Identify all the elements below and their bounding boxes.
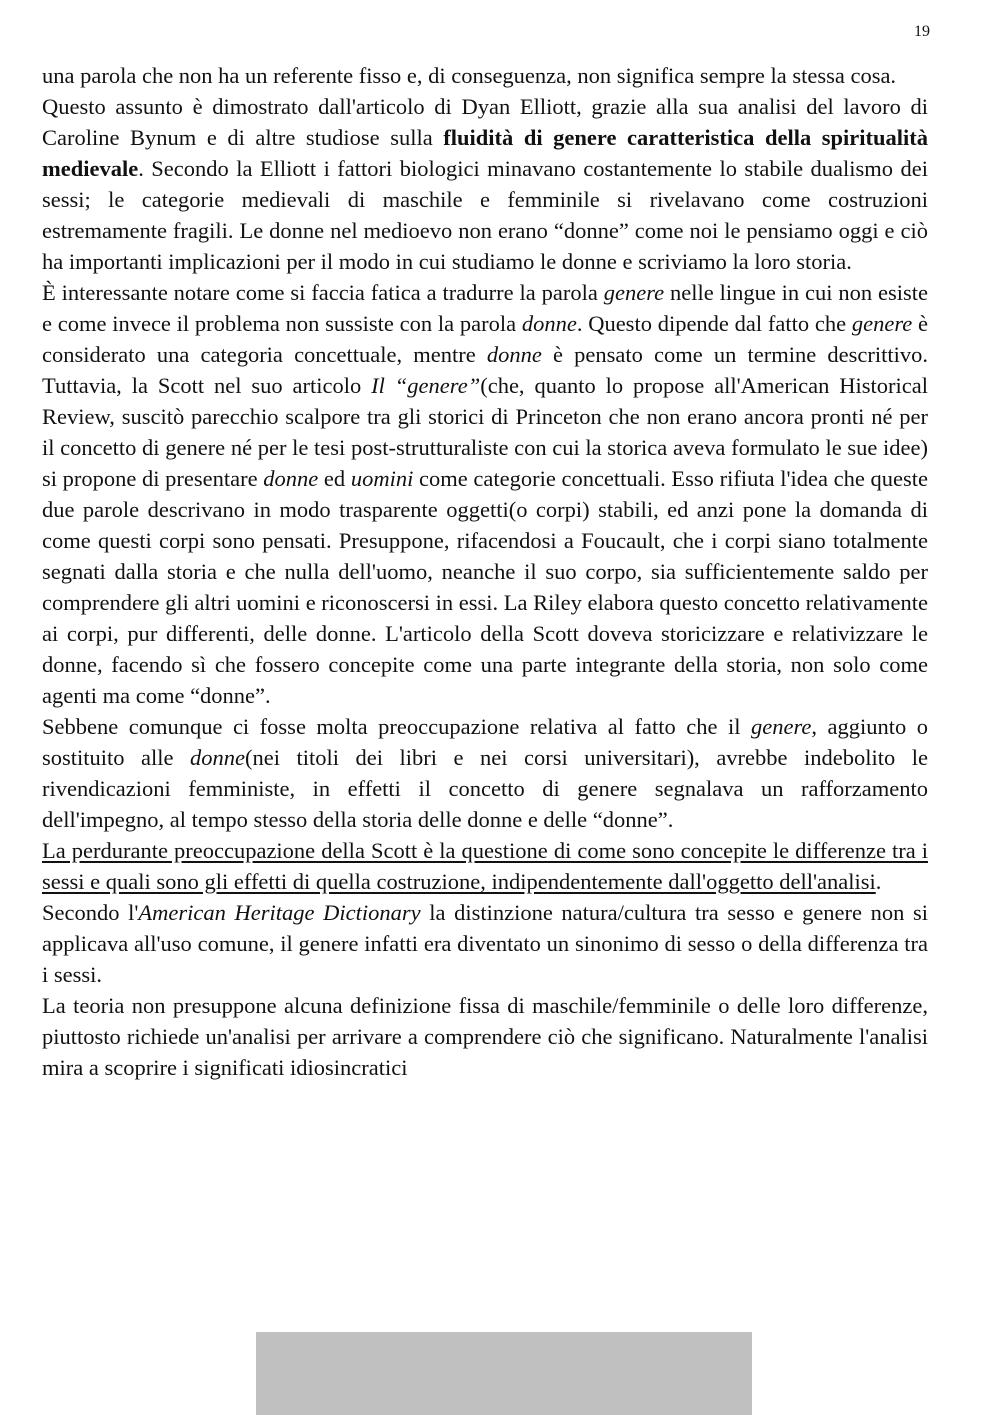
text-run: . Questo dipende dal fatto che bbox=[576, 311, 852, 336]
text-body bbox=[42, 60, 928, 1083]
text-run: È interessante notare come si faccia fatica a tradurre la parola bbox=[42, 280, 604, 305]
paragraph-4 bbox=[42, 711, 928, 835]
text-run: (che, quanto lo propose all'American Historical Review, suscitò parecchio scalpore tra gli storici di Princeton che non erano ancora pronti né per il concetto di genere né per le tesi post-strutturaliste con cui la storica aveva formulato le sue idee) si propone di presentare bbox=[42, 373, 928, 491]
text-run: ed bbox=[318, 466, 351, 491]
text-run: la distinzione natura/cultura tra sesso e genere non si applicava all'uso comune, il genere infatti era diventato un sinonimo di sesso o della differenza tra i sessi. bbox=[42, 900, 929, 987]
italic-title: American Heritage Dictionary bbox=[138, 900, 421, 925]
text-run: . bbox=[875, 869, 882, 894]
italic-term: uomini bbox=[350, 466, 414, 491]
italic-term: genere bbox=[851, 311, 913, 336]
italic-term: genere bbox=[603, 280, 665, 305]
text-run: Questo assunto è dimostrato dall'articolo di Dyan Elliott, grazie alla sua analisi del lavoro di Caroline Bynum e di altre studiose sulla bbox=[42, 94, 928, 150]
paragraph-1: una parola che non ha un referente fisso e, di conseguenza, non significa sempre la stessa cosa. bbox=[42, 63, 897, 88]
paragraph-7: La teoria non presuppone alcuna definizione fissa di maschile/femminile o delle loro differenze, piuttosto richiede un'analisi per arrivare a comprendere ciò che significano. Naturalmente l'analisi mira a scoprire i significati idiosincratici bbox=[42, 993, 928, 1080]
text-run: è pensato come un termine descrittivo. Tuttavia, la Scott nel suo articolo bbox=[42, 342, 929, 398]
paragraph-2 bbox=[42, 91, 928, 277]
text-run: nelle lingue in cui non esiste e come invece il problema non sussiste con la parola bbox=[42, 280, 928, 336]
text-run: , aggiunto o sostituito alle bbox=[42, 714, 928, 770]
underlined-phrase: La perdurante preoccupazione della Scott è la questione di come sono concepite le differenze tra i sessi e quali sono gli effetti di quella costruzione, indipendentemente dall'oggetto dell'analisi bbox=[42, 838, 928, 894]
italic-term: donne bbox=[263, 466, 319, 491]
italic-term: donne bbox=[190, 745, 246, 770]
text-run: è considerato una categoria concettuale, mentre bbox=[42, 311, 928, 367]
paragraph-6 bbox=[42, 897, 928, 990]
italic-title: Il “genere” bbox=[371, 373, 481, 398]
text-run: (nei titoli dei libri e nei corsi universitari), avrebbe indebolito le rivendicazioni femministe, in effetti il concetto di genere segnalava un rafforzamento dell'impegno, al tempo stesso della storia delle donne e delle “donne”. bbox=[42, 745, 929, 832]
italic-term: donne bbox=[486, 342, 542, 367]
text-run: . Secondo la Elliott i fattori biologici minavano costantemente lo stabile dualismo dei sessi; le categorie medievali di maschile e femminile si rivelavano come costruzioni estremamente fragili. Le donne nel medioevo non erano “donne” come noi le pensiamo oggi e ciò ha importanti implicazioni per il modo in cui studiamo le donne e scriviamo la loro storia. bbox=[42, 156, 928, 274]
paragraph-3 bbox=[42, 277, 928, 711]
italic-term: donne bbox=[521, 311, 577, 336]
italic-term: genere bbox=[750, 714, 812, 739]
footer-redaction-box bbox=[256, 1332, 752, 1415]
page-number: 19 bbox=[914, 23, 930, 40]
paragraph-5 bbox=[42, 835, 928, 897]
text-run: Sebbene comunque ci fosse molta preoccupazione relativa al fatto che il bbox=[42, 714, 751, 739]
text-run: come categorie concettuali. Esso rifiuta l'idea che queste due parole descrivano in modo trasparente oggetti(o corpi) stabili, ed anzi pone la domanda di come questi corpi sono pensati. Presuppone, rifacendosi a Foucault, che i corpi siano totalmente segnati dalla storia e che nulla dell'uomo, neanche il suo corpo, sia sufficientemente saldo per comprendere gli altri uomini e riconoscersi in essi. La Riley elabora questo concetto relativamente ai corpi, pur differenti, delle donne. L'articolo della Scott doveva storicizzare e relativizzare le donne, facendo sì che fossero concepite come una parte integrante della storia, non solo come agenti ma come “donne”. bbox=[42, 466, 928, 708]
bold-phrase: fluidità di genere caratteristica della spiritualità medievale bbox=[42, 125, 929, 181]
text-run: Secondo l' bbox=[42, 900, 139, 925]
